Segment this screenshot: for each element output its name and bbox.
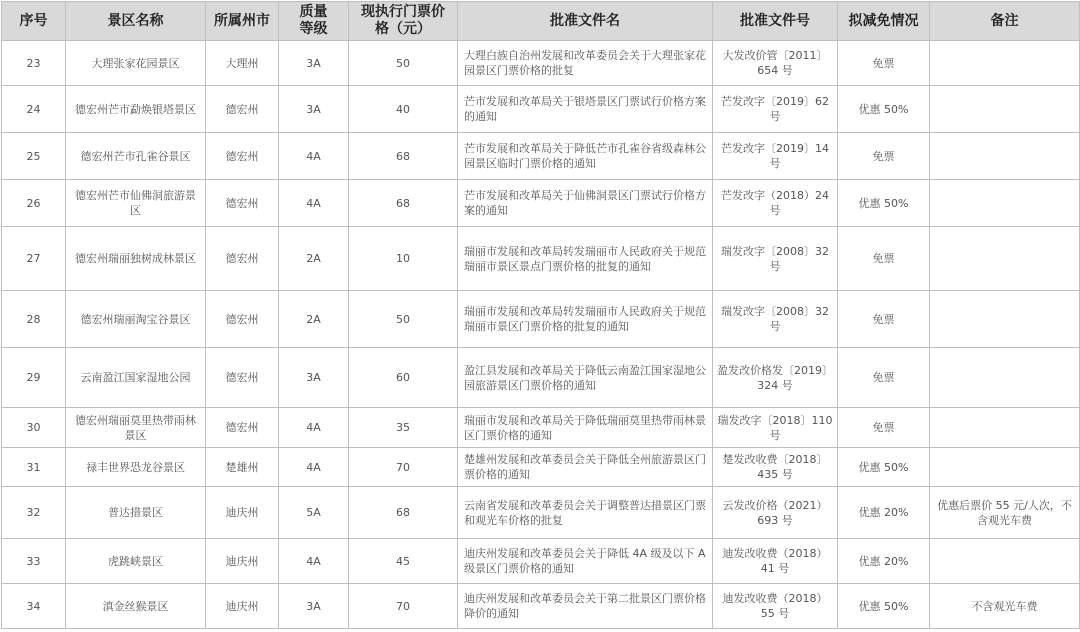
cell-doc-no: 大发改价管〔2011〕654 号 [713,41,838,86]
cell-grade: 3A [279,41,349,86]
table-header-row [2,2,1080,41]
cell-scenic-name: 德宏州瑞丽淘宝谷景区 [66,291,206,348]
cell-remark [930,448,1080,487]
header-doc-name: 批准文件名 [458,2,713,41]
cell-city: 德宏州 [206,86,279,133]
cell-city: 德宏州 [206,133,279,180]
cell-doc-name: 迪庆州发展和改革委员会关于第二批景区门票价格降价的通知 [458,584,713,629]
cell-doc-no: 芒发改字〔2019〕14 号 [713,133,838,180]
scenic-area-price-table [1,1,1080,629]
cell-doc-no: 盈发改价格发〔2019〕324 号 [713,348,838,408]
table-row [2,227,1080,291]
cell-doc-no: 迪发改收费（2018）41 号 [713,539,838,584]
cell-discount: 免票 [838,133,930,180]
header-price: 现执行门票价格（元） [349,2,458,41]
header-doc-no: 批准文件号 [713,2,838,41]
cell-discount: 优惠 50% [838,180,930,227]
cell-discount: 免票 [838,41,930,86]
cell-remark [930,86,1080,133]
cell-city: 德宏州 [206,180,279,227]
cell-seq: 24 [2,86,66,133]
cell-seq: 23 [2,41,66,86]
cell-doc-name: 瑞丽市发展和改革局转发瑞丽市人民政府关于规范瑞丽市景区门票价格的批复的通知 [458,291,713,348]
cell-remark [930,291,1080,348]
cell-remark [930,408,1080,448]
cell-seq: 29 [2,348,66,408]
cell-discount: 优惠 20% [838,487,930,539]
cell-doc-no: 楚发改收费〔2018〕435 号 [713,448,838,487]
table-row [2,348,1080,408]
cell-grade: 2A [279,291,349,348]
cell-seq: 30 [2,408,66,448]
table-row [2,584,1080,629]
cell-doc-no: 瑞发改字〔2008〕32 号 [713,227,838,291]
cell-doc-name: 大理白族自治州发展和改革委员会关于大理张家花园景区门票价格的批复 [458,41,713,86]
header-name: 景区名称 [66,2,206,41]
cell-grade: 5A [279,487,349,539]
cell-doc-no: 瑞发改字〔2008〕32 号 [713,291,838,348]
header-seq: 序号 [2,2,66,41]
cell-doc-no: 瑞发改字〔2018〕110 号 [713,408,838,448]
cell-grade: 3A [279,86,349,133]
cell-doc-no: 迪发改收费（2018）55 号 [713,584,838,629]
cell-discount: 优惠 20% [838,539,930,584]
cell-seq: 25 [2,133,66,180]
cell-remark [930,348,1080,408]
table-row [2,180,1080,227]
cell-city: 德宏州 [206,291,279,348]
cell-city: 德宏州 [206,408,279,448]
cell-doc-name: 芒市发展和改革局关于仙佛洞景区门票试行价格方案的通知 [458,180,713,227]
table-row [2,291,1080,348]
cell-doc-name: 楚雄州发展和改革委员会关于降低全州旅游景区门票价格的通知 [458,448,713,487]
cell-scenic-name: 大理张家花园景区 [66,41,206,86]
cell-grade: 3A [279,584,349,629]
cell-city: 迪庆州 [206,487,279,539]
cell-remark [930,227,1080,291]
cell-discount: 免票 [838,348,930,408]
cell-city: 德宏州 [206,227,279,291]
cell-remark [930,41,1080,86]
cell-scenic-name: 禄丰世界恐龙谷景区 [66,448,206,487]
cell-doc-name: 盈江县发展和改革局关于降低云南盈江国家湿地公园旅游景区门票价格的通知 [458,348,713,408]
cell-doc-no: 芒发改字（2018）24 号 [713,180,838,227]
cell-grade: 4A [279,180,349,227]
cell-doc-name: 瑞丽市发展和改革局转发瑞丽市人民政府关于规范瑞丽市景区景点门票价格的批复的通知 [458,227,713,291]
cell-scenic-name: 德宏州瑞丽莫里热带雨林景区 [66,408,206,448]
cell-discount: 优惠 50% [838,448,930,487]
cell-city: 德宏州 [206,348,279,408]
header-discount: 拟减免情况 [838,2,930,41]
cell-discount: 免票 [838,408,930,448]
cell-seq: 33 [2,539,66,584]
cell-grade: 4A [279,408,349,448]
cell-grade: 4A [279,539,349,584]
cell-price: 40 [349,86,458,133]
table-body [2,41,1080,629]
cell-doc-name: 迪庆州发展和改革委员会关于降低 4A 级及以下 A 级景区门票价格的通知 [458,539,713,584]
header-remark: 备注 [930,2,1080,41]
cell-remark [930,133,1080,180]
cell-remark [930,180,1080,227]
cell-scenic-name: 云南盈江国家湿地公园 [66,348,206,408]
cell-grade: 4A [279,448,349,487]
cell-price: 68 [349,487,458,539]
cell-remark: 不含观光车费 [930,584,1080,629]
cell-city: 楚雄州 [206,448,279,487]
cell-grade: 3A [279,348,349,408]
cell-price: 70 [349,448,458,487]
cell-scenic-name: 虎跳峡景区 [66,539,206,584]
cell-price: 35 [349,408,458,448]
cell-price: 70 [349,584,458,629]
cell-doc-name: 瑞丽市发展和改革局关于降低瑞丽莫里热带雨林景区门票价格的通知 [458,408,713,448]
cell-discount: 优惠 50% [838,86,930,133]
cell-discount: 优惠 50% [838,584,930,629]
cell-seq: 31 [2,448,66,487]
cell-price: 50 [349,291,458,348]
cell-doc-name: 云南省发展和改革委员会关于调整普达措景区门票和观光车价格的批复 [458,487,713,539]
cell-price: 60 [349,348,458,408]
cell-price: 10 [349,227,458,291]
cell-doc-name: 芒市发展和改革局关于银塔景区门票试行价格方案的通知 [458,86,713,133]
cell-scenic-name: 普达措景区 [66,487,206,539]
cell-scenic-name: 滇金丝猴景区 [66,584,206,629]
cell-seq: 26 [2,180,66,227]
cell-price: 68 [349,180,458,227]
cell-city: 迪庆州 [206,539,279,584]
cell-discount: 免票 [838,291,930,348]
table-row [2,487,1080,539]
table-row [2,133,1080,180]
cell-scenic-name: 德宏州芒市勐焕银塔景区 [66,86,206,133]
table-row [2,539,1080,584]
cell-seq: 32 [2,487,66,539]
cell-grade: 4A [279,133,349,180]
cell-seq: 28 [2,291,66,348]
cell-price: 45 [349,539,458,584]
cell-city: 迪庆州 [206,584,279,629]
cell-scenic-name: 德宏州瑞丽独树成林景区 [66,227,206,291]
cell-remark: 优惠后票价 55 元/人次，不含观光车费 [930,487,1080,539]
cell-grade: 2A [279,227,349,291]
cell-doc-name: 芒市发展和改革局关于降低芒市孔雀谷省级森林公园景区临时门票价格的通知 [458,133,713,180]
header-city: 所属州市 [206,2,279,41]
table-row [2,448,1080,487]
cell-seq: 34 [2,584,66,629]
cell-doc-no: 芒发改字〔2019〕62 号 [713,86,838,133]
table-row [2,408,1080,448]
cell-price: 68 [349,133,458,180]
cell-seq: 27 [2,227,66,291]
cell-city: 大理州 [206,41,279,86]
cell-remark [930,539,1080,584]
cell-doc-no: 云发改价格（2021）693 号 [713,487,838,539]
table-row [2,86,1080,133]
cell-price: 50 [349,41,458,86]
table-row [2,41,1080,86]
cell-scenic-name: 德宏州芒市孔雀谷景区 [66,133,206,180]
cell-scenic-name: 德宏州芒市仙佛洞旅游景区 [66,180,206,227]
header-grade: 质量等级 [279,2,349,41]
cell-discount: 免票 [838,227,930,291]
